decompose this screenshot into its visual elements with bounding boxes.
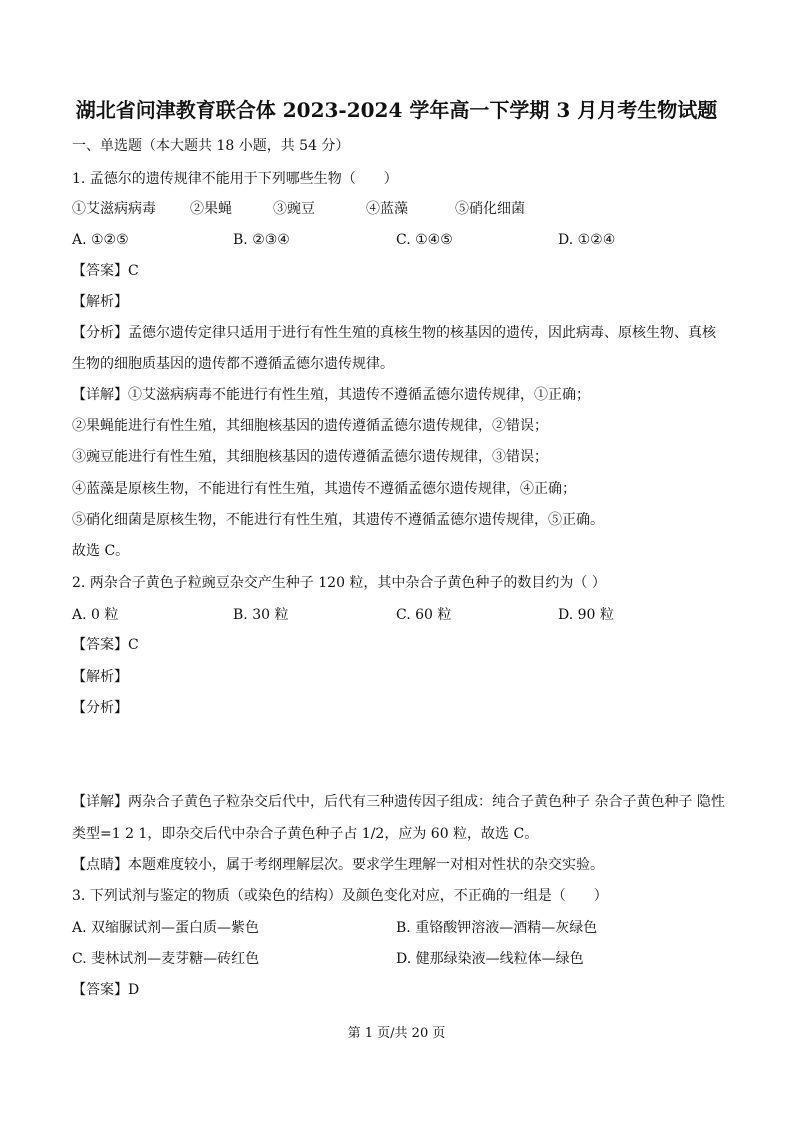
q2-fenxi: 【分析】: [72, 700, 128, 716]
q1-item: ①艾滋病病毒: [72, 201, 156, 217]
q1-detail: ④蓝藻是原核生物，不能进行有性生殖，其遗传不遵循孟德尔遗传规律，④正确；: [72, 481, 576, 497]
option-d: D. ①②④: [558, 232, 616, 248]
option-c: C. ①④⑤: [396, 232, 453, 248]
option-d: D. 90 粒: [558, 607, 614, 623]
option-a: A. ①②⑤: [72, 232, 129, 248]
q1-item: ②果蝇: [190, 201, 232, 217]
option-b: B. 重铬酸钾溶液—酒精—灰绿色: [396, 920, 598, 936]
option-a: A. 双缩脲试剂—蛋白质—紫色: [72, 920, 260, 936]
q1-detail: 【详解】①艾滋病病毒不能进行有性生殖，其遗传不遵循孟德尔遗传规律，①正确；: [72, 387, 590, 403]
option-b: B. 30 粒: [233, 607, 289, 623]
q3-answer: 【答案】D: [72, 982, 140, 998]
q1-detail: ②果蝇能进行有性生殖，其细胞核基因的遗传遵循孟德尔遗传规律，②错误；: [72, 418, 548, 434]
q1-fenxi: 【分析】孟德尔遗传定律只适用于进行有性生殖的真核生物的核基因的遗传，因此病毒、原核生物、真核: [72, 325, 716, 341]
q3-stem: 3. 下列试剂与鉴定的物质（或染色的结构）及颜色变化对应，不正确的一组是（ ）: [72, 888, 608, 904]
section-heading: 一、单选题（本大题共 18 小题，共 54 分）: [72, 138, 350, 154]
q2-detail-cont: 类型=1 2 1，即杂交后代中杂合子黄色种子占 1/2，应为 60 粒，故选 C。: [72, 826, 539, 842]
q1-analysis-heading: 【解析】: [72, 294, 128, 310]
q1-conclusion: 故选 C。: [72, 543, 130, 559]
option-c: C. 60 粒: [396, 607, 452, 623]
q2-analysis-heading: 【解析】: [72, 669, 128, 685]
q2-comment: 【点睛】本题难度较小，属于考纲理解层次。要求学生理解一对相对性状的杂交实验。: [72, 857, 604, 873]
q1-stem: 1. 孟德尔的遗传规律不能用于下列哪些生物（ ）: [72, 171, 398, 187]
option-d: D. 健那绿染液—线粒体—绿色: [396, 951, 584, 967]
q1-item: ⑤硝化细菌: [455, 201, 525, 217]
q1-detail: ⑤硝化细菌是原核生物，不能进行有性生殖，其遗传不遵循孟德尔遗传规律，⑤正确。: [72, 512, 604, 528]
q2-answer: 【答案】C: [72, 637, 139, 653]
q1-answer: 【答案】C: [72, 263, 139, 279]
q2-stem: 2. 两杂合子黄色子粒豌豆杂交产生种子 120 粒，其中杂合子黄色种子的数目约为（ ）: [72, 575, 606, 591]
option-a: A. 0 粒: [72, 607, 119, 623]
option-b: B. ②③④: [233, 232, 290, 248]
q1-item: ④蓝藻: [366, 201, 408, 217]
q1-item: ③豌豆: [273, 201, 315, 217]
page-title: 湖北省问津教育联合体 2023-2024 学年高一下学期 3 月月考生物试题: [75, 98, 718, 122]
q1-fenxi-cont: 生物的细胞质基因的遗传都不遵循孟德尔遗传规律。: [72, 356, 394, 372]
q1-detail: ③豌豆能进行有性生殖，其细胞核基因的遗传遵循孟德尔遗传规律，③错误；: [72, 449, 548, 465]
page-footer: 第 1 页/共 20 页: [347, 1026, 446, 1041]
q2-detail: 【详解】两杂合子黄色子粒杂交后代中，后代有三种遗传因子组成：纯合子黄色种子 杂合子黄色种子 隐性: [72, 794, 725, 810]
option-c: C. 斐林试剂—麦芽糖—砖红色: [72, 951, 260, 967]
